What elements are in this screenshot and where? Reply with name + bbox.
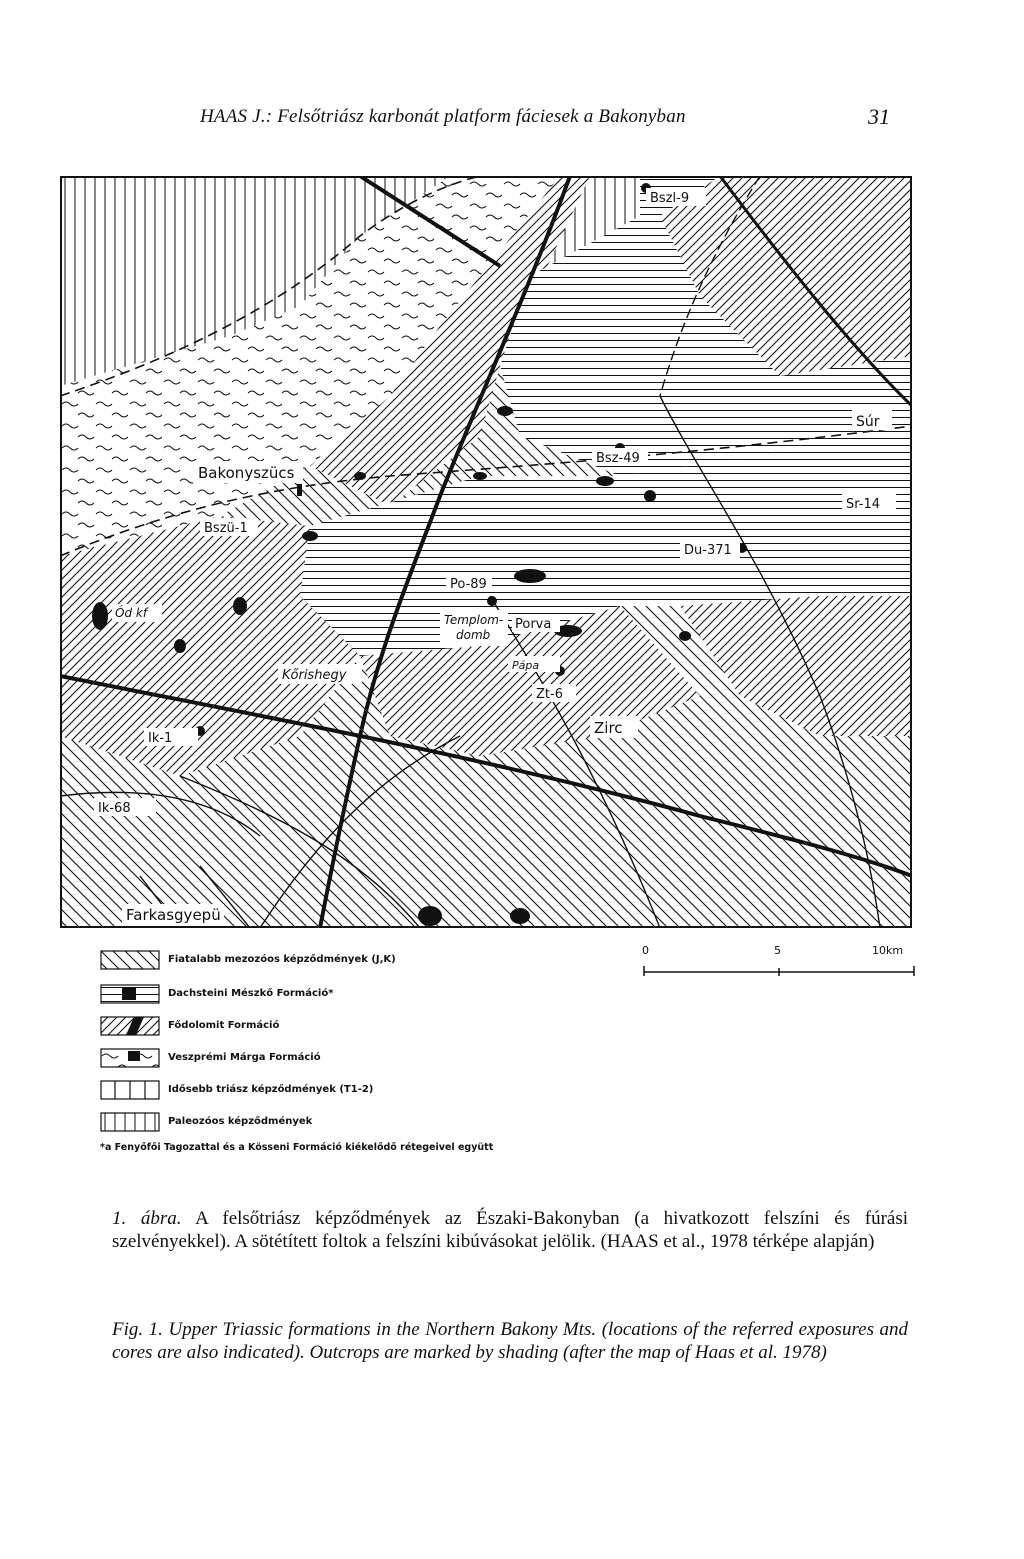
legend-swatch-paleozoic xyxy=(100,1112,160,1132)
label-zirc: Zirc xyxy=(594,719,623,737)
caption-english xyxy=(112,1318,908,1364)
label-ik-68: Ik-68 xyxy=(98,801,131,816)
legend-label: Fődolomit Formáció xyxy=(168,1020,280,1031)
label-korishegy: Kőrishegy xyxy=(282,668,347,683)
caption-hu-label: 1. ábra. xyxy=(112,1208,182,1229)
scale-line xyxy=(636,958,926,988)
legend-label: Dachsteini Mészkő Formáció* xyxy=(168,988,334,999)
caption-en-text: Upper Triassic formations in the Northern Bakony Mts. (locations of the referred exposures and cores are also indicated). Outcrops are marked by shading (after the map of Haas et al. 1978) xyxy=(112,1319,908,1363)
legend-label: Paleozóos képződmények xyxy=(168,1116,313,1127)
page-number: 31 xyxy=(868,104,890,129)
legend-item xyxy=(100,1080,570,1100)
legend-swatch-older-triassic xyxy=(100,1080,160,1100)
legend-item xyxy=(100,1016,570,1036)
label-sr-14: Sr-14 xyxy=(846,497,880,512)
label-zt-6: Zt-6 xyxy=(536,687,563,702)
label-ik-1: Ik-1 xyxy=(148,731,173,746)
label-po-89: Po-89 xyxy=(450,577,487,592)
scale-bar xyxy=(636,944,926,984)
legend-item xyxy=(100,1048,570,1068)
label-bszu-1: Bszü-1 xyxy=(204,521,248,536)
scale-end: 10km xyxy=(872,944,904,957)
legend-item xyxy=(100,1112,570,1132)
geological-map xyxy=(60,176,912,928)
running-header xyxy=(0,102,1024,136)
label-templomdomb-1: Templom- xyxy=(444,613,504,627)
caption-hungarian xyxy=(112,1207,908,1253)
geological-map-svg xyxy=(60,176,912,928)
label-bsz-49: Bsz-49 xyxy=(596,451,640,466)
legend-swatch-dachstein xyxy=(100,984,160,1004)
running-title: HAAS J.: Felsőtriász karbonát platform fáciesek a Bakonyban xyxy=(200,106,686,127)
label-bakonyszucs: Bakonyszücs xyxy=(198,464,295,482)
label-porva: Porva xyxy=(515,617,552,632)
legend-swatch-veszprem-marl xyxy=(100,1048,160,1068)
label-farkasgyepu: Farkasgyepü xyxy=(126,906,221,924)
legend-label: Fiatalabb mezozóos képződmények (J,K) xyxy=(168,954,396,965)
legend-swatch-main-dolomite xyxy=(100,1016,160,1036)
caption-hu-text: A felsőtriász képződmények az Északi-Bakonyban (a hivatkozott felszíni és fúrási szelvényekkel). A sötétített foltok a felszíni kibúvásokat jelölik. (HAAS et al., 1978 térképe alapján) xyxy=(112,1208,908,1252)
scale-mid: 5 xyxy=(774,944,781,957)
label-templomdomb-2: domb xyxy=(456,628,491,642)
legend-item xyxy=(100,984,570,1004)
label-sur: Súr xyxy=(856,414,880,430)
caption-en-label: Fig. 1. xyxy=(112,1319,163,1340)
legend-footnote: *a Fenyőfői Tagozattal és a Kösseni Formáció kiékelődő rétegeivel együtt xyxy=(100,1142,494,1153)
label-du-371: Du-371 xyxy=(684,543,732,558)
legend-label: Idősebb triász képződmények (T1-2) xyxy=(168,1084,374,1095)
label-papa: Pápa xyxy=(512,659,540,672)
scale-zero: 0 xyxy=(642,944,649,957)
legend-label: Veszprémi Márga Formáció xyxy=(168,1052,321,1063)
label-od-kf: Ód kf xyxy=(115,606,148,620)
legend-item xyxy=(100,950,570,970)
label-bszl-9: Bszl-9 xyxy=(650,191,690,206)
legend-swatch-younger-mesozoic xyxy=(100,950,160,970)
